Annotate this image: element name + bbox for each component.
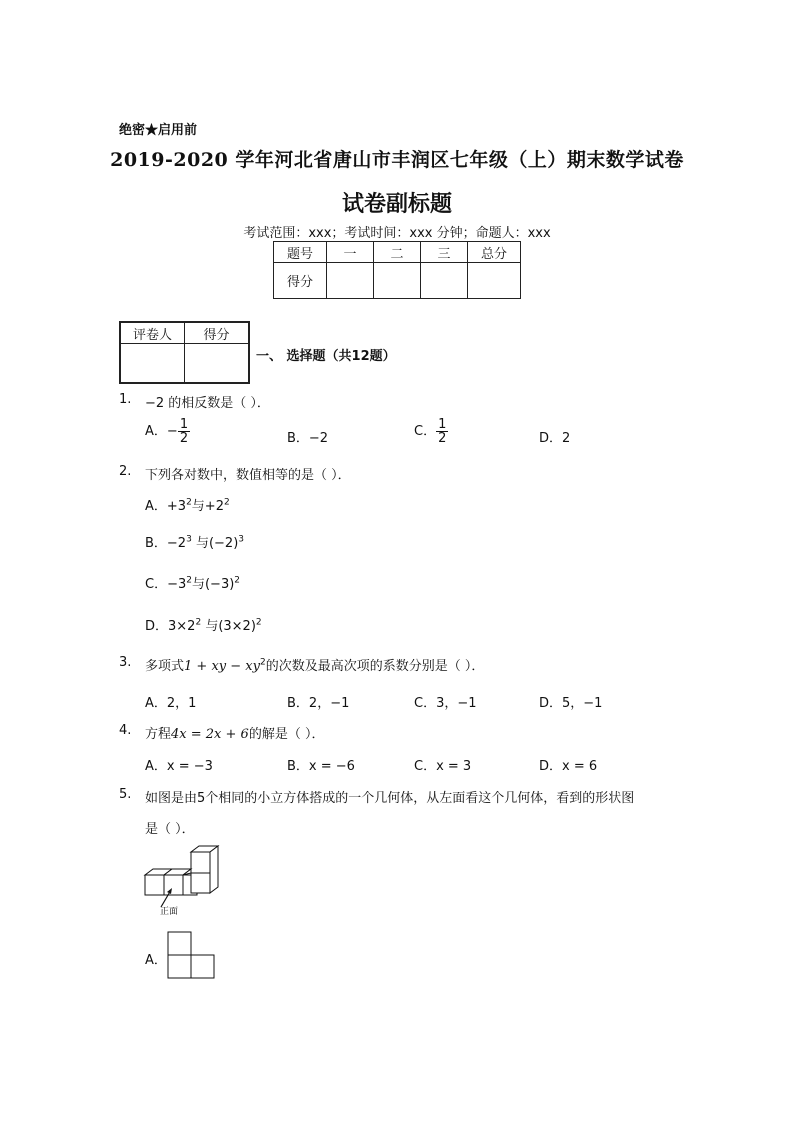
question-stem-line2: 是（ ）． [145,822,195,837]
option-c: C． $\frac{1}{2}$ [414,417,447,446]
score-cell[interactable] [374,263,421,299]
section-title: 一、 选择题（共12题） [256,349,396,364]
option-a: A．x = −3 [145,759,213,774]
option-c: C．$-3^2$与$(-3)^2$ [145,575,241,592]
option-d: D．x = 6 [539,759,598,774]
exam-subtitle: 试卷副标题 [341,191,452,217]
question-number: 4. [119,723,132,738]
option-b: B．$-2^3$ 与$(-2)^3$ [145,534,245,551]
option-a-shape [167,931,217,979]
question-number: 3. [119,655,132,670]
option-c: C．x = 3 [414,759,472,774]
question-stem: 多项式1 + xy − $xy^2$的次数及最高次项的系数分别是（ ）． [145,657,485,674]
score-table [273,241,521,299]
option-d: D．2 [539,431,571,446]
option-d: D．5，−1 [539,696,603,711]
option-c: C．3，−1 [414,696,477,711]
question-stem: 方程4x = 2x + 6的解是（ ）． [145,727,325,742]
option-a: A．$+3^2$与$+2^2$ [145,497,230,514]
exam-info: 考试范围：xxx；考试时间：xxx 分钟；命题人：xxx [243,226,551,241]
grader-cell[interactable] [185,344,250,384]
score-cell[interactable] [421,263,468,299]
score-header: 三 [421,242,468,263]
score-cell[interactable] [468,263,521,299]
question-stem: −2 的相反数是（ ）． [145,396,270,411]
grader-table [119,321,250,384]
cube-figure [138,843,223,918]
option-d: D．$3\times 2^2$ 与$(3\times 2)^2$ [145,617,262,634]
question-number: 1. [119,392,132,407]
option-a: A．2，1 [145,696,197,711]
figure-label: 正面 [160,907,179,917]
score-row-label: 得分 [274,263,327,299]
question-number: 5. [119,787,132,802]
option-b: B．x = −6 [287,759,355,774]
fraction: $\frac{1}{2}$ [179,417,189,446]
grader-header: 得分 [185,322,250,344]
grader-cell[interactable] [120,344,185,384]
score-cell[interactable] [327,263,374,299]
grader-header: 评卷人 [120,322,185,344]
fraction: $\frac{1}{2}$ [438,417,447,446]
confidential-label: 绝密★启用前 [119,123,198,138]
option-a: A． [145,953,167,968]
question-stem-line1: 如图是由5个相同的小立方体搭成的一个几何体，从左面看这个几何体，看到的形状图 [145,791,635,806]
score-header: 题号 [274,242,327,263]
exam-title: 2019-2020 学年河北省唐山市丰润区七年级（上）期末数学试卷 [110,149,684,171]
option-a: A．− $\frac{1}{2}$ [145,417,189,446]
score-header: 二 [374,242,421,263]
option-b: B．−2 [287,431,329,446]
question-number: 2. [119,464,132,479]
score-header: 一 [327,242,374,263]
question-stem: 下列各对数中，数值相等的是（ ）． [145,468,351,483]
score-header: 总分 [468,242,521,263]
option-b: B．2，−1 [287,696,350,711]
